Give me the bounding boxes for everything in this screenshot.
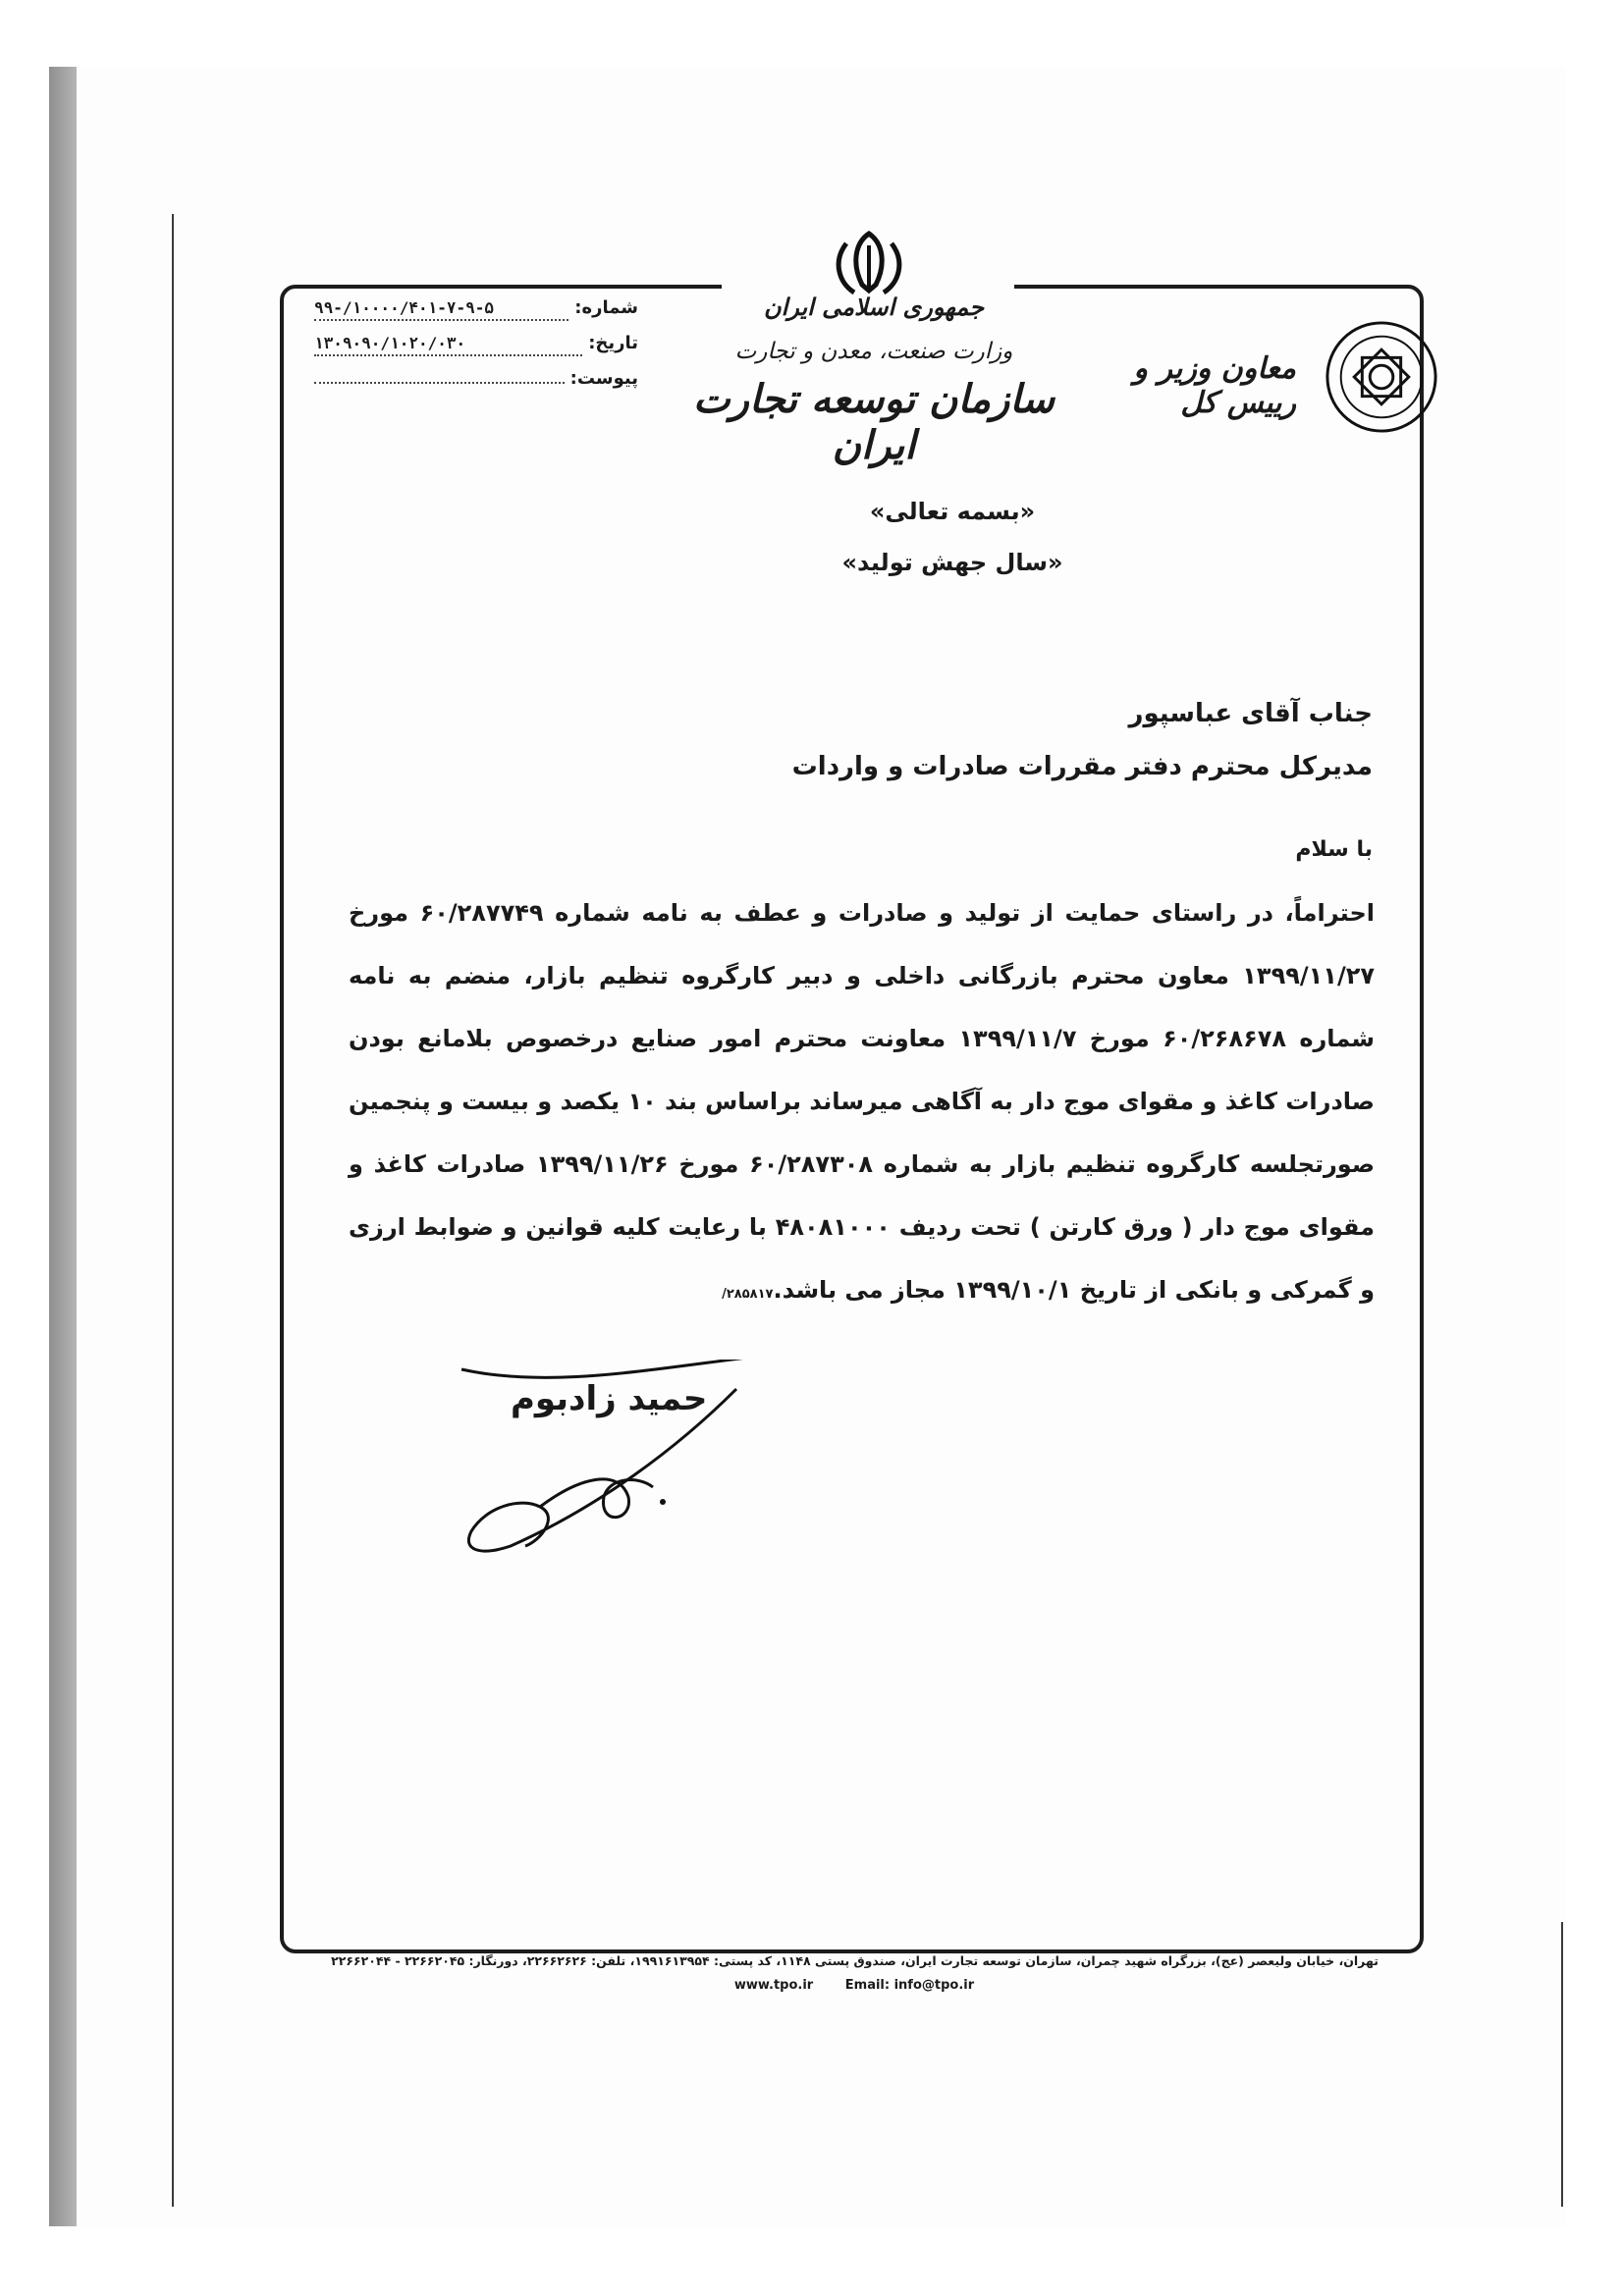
meta-attachment-row	[314, 368, 638, 403]
organization-name: سازمان توسعه تجارت ایران	[692, 376, 1055, 468]
meta-date-value: ۱۳۰۹۰۹۰/۱۰۲۰/۰۳۰	[314, 334, 582, 356]
letter-body-text: احتراماً، در راستای حمایت از تولید و صادرات و عطف به نامه شماره ۶۰/۲۸۷۷۴۹ مورخ ۱۳۹۹/۱۱/۲۷ معاون محترم بازرگانی داخلی و دبیر کارگروه تنظیم بازار، منضم به نامه شماره ۶۰/۲۶۸۶۷۸ مورخ ۱۳۹۹/۱۱/۷ معاونت محترم امور صنایع درخصوص بلامانع بودن صادرات کاغذ و مقوای موج دار به آگاهی میرساند براساس بند ۱۰ یکصد و بیست و پنجمین صورتجلسه کارگروه تنظیم بازار به شماره ۶۰/۲۸۷۳۰۸ مورخ ۱۳۹۹/۱۱/۲۶ صادرات کاغذ و مقوای موج دار ( ورق کارتن ) تحت ردیف ۴۸۰۸۱۰۰۰ با رعایت کلیه قوانین و ضوابط ارزی و گمرکی و بانکی از تاریخ ۱۳۹۹/۱۰/۱ مجاز می باشد.	[349, 899, 1376, 1304]
country-name: جمهوری اسلامی ایران	[763, 293, 985, 321]
recipient-title: مدیرکل محترم دفتر مقررات صادرات و واردات	[791, 752, 1373, 781]
ministry-name: وزارت صنعت، معدن و تجارت	[734, 339, 1013, 364]
meta-attachment-value	[314, 380, 565, 384]
meta-attachment-label: پیوست:	[569, 368, 638, 389]
meta-number-label: شماره:	[574, 297, 638, 318]
scan-artifact-line	[1561, 1922, 1563, 2207]
letter-body	[349, 881, 1375, 1326]
recipient-block	[685, 687, 1373, 793]
deputy-title: معاون وزیر و رییس کل	[1133, 351, 1296, 420]
greeting: با سلام	[1295, 837, 1373, 862]
scan-edge-shadow	[49, 67, 77, 2226]
invocation	[805, 486, 1100, 588]
meta-number-row	[314, 297, 638, 333]
recipient-name: جناب آقای عباسپور	[1128, 699, 1373, 728]
ministry-header	[687, 293, 1060, 468]
invocation-line-2: «سال جهش تولید»	[841, 549, 1063, 576]
signature-icon	[432, 1360, 785, 1566]
footer-email: Email: info@tpo.ir	[844, 1978, 975, 1993]
letter-meta	[314, 297, 638, 403]
meta-date-label: تاریخ:	[588, 333, 638, 353]
meta-date-row	[314, 333, 638, 368]
meta-number-value: ۹۹-/۱۰۰۰۰/۴۰۱-۷-۹-۵	[314, 298, 568, 321]
scan-artifact-line	[172, 214, 174, 2207]
letter-reference-number: ۲۸۵۸۱۷/	[722, 1287, 774, 1302]
invocation-line-1: «بسمه تعالی»	[869, 498, 1036, 525]
signer-name: حمید زادبوم	[511, 1379, 708, 1418]
footer-website: www.tpo.ir	[733, 1978, 814, 1993]
tpo-logo-icon	[1324, 319, 1439, 435]
footer-web	[707, 1978, 1001, 1993]
footer-address: تهران، خیابان ولیعصر (عج)، بزرگراه شهید چمران، سازمان توسعه تجارت ایران، صندوق پستی ۱۱۴۸، کد پستی: ۱۹۹۱۶۱۳۹۵۴، تلفن: ۲۲۶۶۲۶۲۶، دورنگار: ۲۲۶۶۲۰۴۵ - ۲۲۶۶۲۰۴۴	[331, 1953, 1379, 1968]
